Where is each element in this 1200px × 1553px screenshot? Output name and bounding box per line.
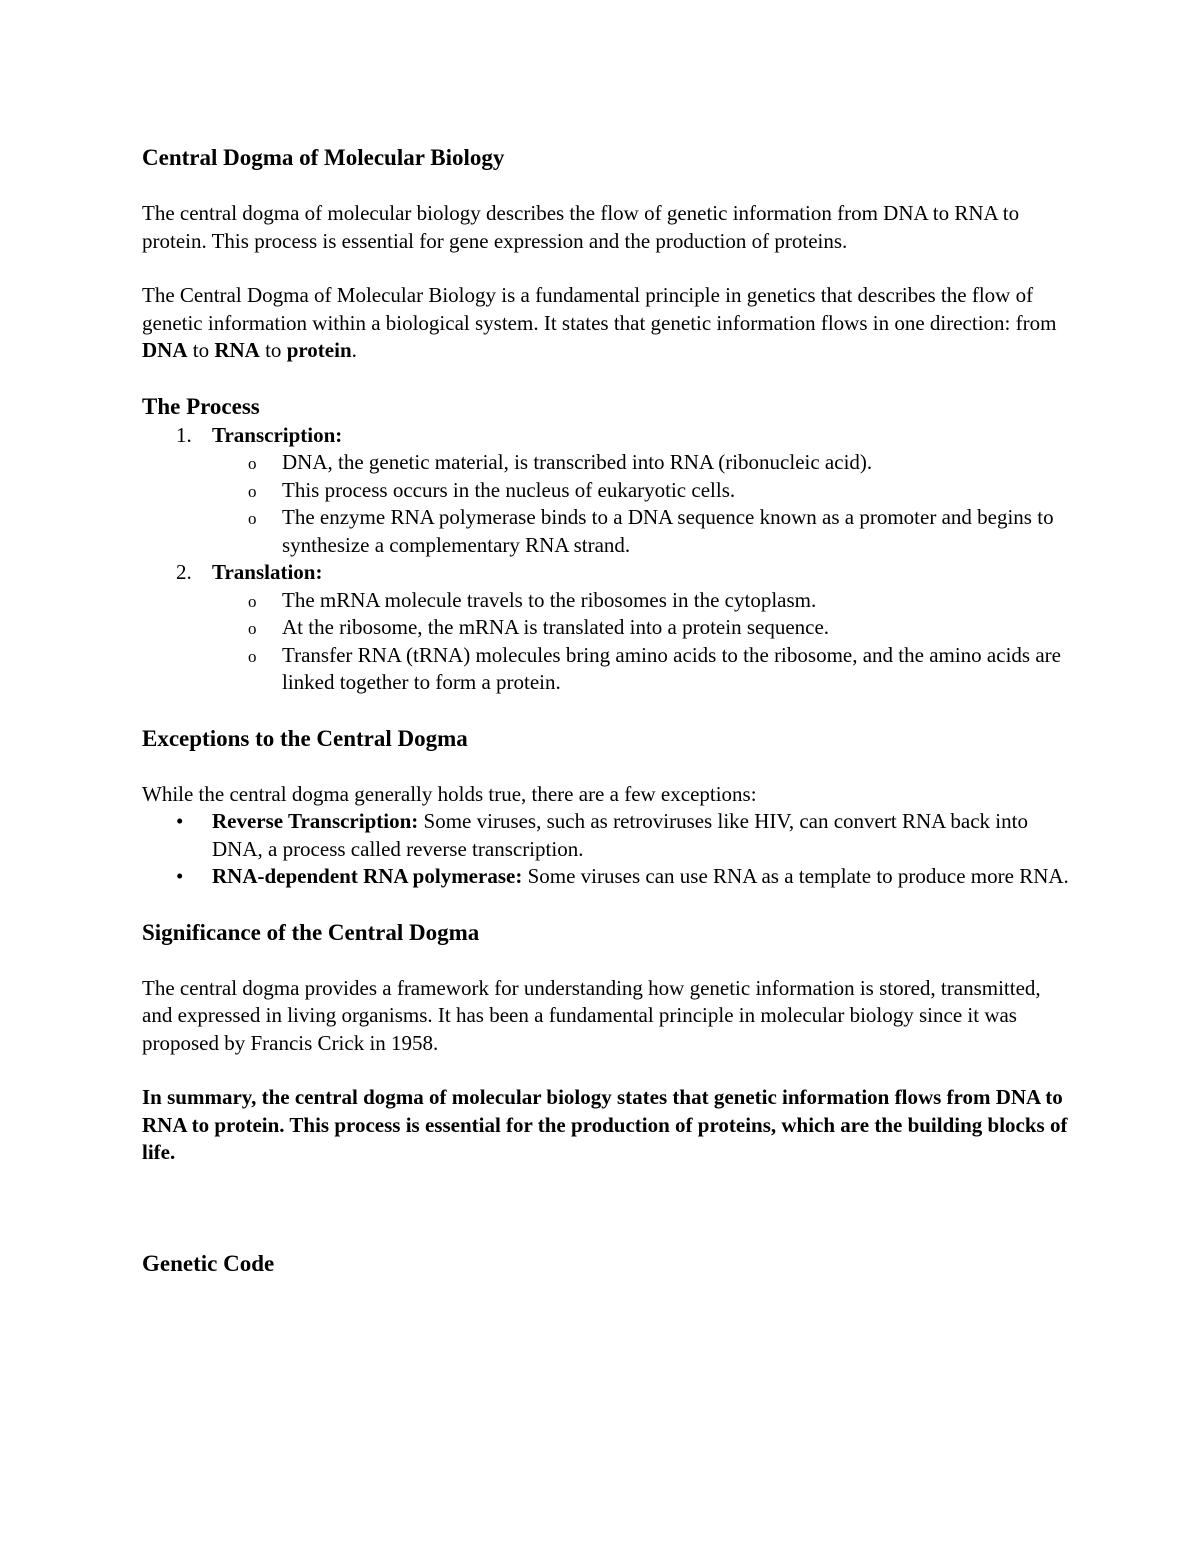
intro-paragraph-2	[142, 282, 1072, 365]
sub-list-item-text: DNA, the genetic material, is transcribed into RNA (ribonucleic acid).	[282, 450, 873, 474]
exception-term: Reverse Transcription:	[212, 809, 419, 833]
step-title: Translation:	[212, 560, 323, 584]
sub-list-item	[212, 449, 1072, 477]
sub-list-item-text: This process occurs in the nucleus of eukaryotic cells.	[282, 477, 736, 502]
sub-list-item-text: The mRNA molecule travels to the ribosomes in the cytoplasm.	[282, 587, 817, 612]
circle-bullet-icon: o	[248, 619, 257, 638]
sub-list-item-text: At the ribosome, the mRNA is translated into a protein sequence.	[282, 615, 830, 639]
intro-rna-term: RNA	[214, 338, 260, 362]
intro-paragraph-2-text: The Central Dogma of Molecular Biology is a fundamental principle in genetics that describes the flow of genetic information within a biological system. It states that genetic information flows in one direction: from	[142, 283, 1057, 335]
significance-paragraph: The central dogma provides a framework for understanding how genetic information is stored, transmitted, and expressed in living organisms. It has been a fundamental principle in molecular biology since it was proposed by Francis Crick in 1958.	[142, 975, 1041, 1055]
bullet-icon: •	[176, 864, 184, 888]
sub-list-item-text: Transfer RNA (tRNA) molecules bring amino acids to the ribosome, and the amino acids are linked together to form a protein.	[282, 642, 1061, 694]
process-step-transcription	[142, 422, 1072, 560]
genetic-code-heading: Genetic Code	[142, 1250, 275, 1276]
sub-list-item	[212, 614, 1072, 642]
circle-bullet-icon: o	[248, 509, 257, 528]
process-heading: The Process	[142, 393, 260, 419]
exception-term: RNA-dependent RNA polymerase:	[212, 864, 523, 888]
exception-item-rna-dependent-polymerase	[142, 863, 1072, 891]
circle-bullet-icon: o	[248, 591, 257, 611]
document-content	[142, 143, 1072, 1279]
exceptions-intro: While the central dogma generally holds true, there are a few exceptions:	[142, 781, 757, 806]
sub-list-item	[212, 587, 1072, 615]
circle-bullet-icon: o	[248, 481, 257, 501]
translation-sub-list	[212, 587, 1072, 697]
significance-heading: Significance of the Central Dogma	[142, 919, 480, 945]
document-title: Central Dogma of Molecular Biology	[142, 145, 505, 170]
exception-text: Some viruses, such as retroviruses like HIV, can convert RNA back into DNA, a process called reverse transcription.	[212, 809, 1028, 861]
sub-list-item	[212, 642, 1072, 697]
process-step-translation	[142, 559, 1072, 697]
intro-connector-1: to	[187, 338, 215, 362]
transcription-sub-list	[212, 449, 1072, 559]
bullet-icon: •	[176, 809, 184, 833]
intro-protein-term: protein	[286, 338, 352, 362]
exception-item-reverse-transcription	[142, 808, 1072, 863]
sub-list-item-text: The enzyme RNA polymerase binds to a DNA sequence known as a promoter and begins to synthesize a complementary RNA strand.	[282, 505, 1054, 557]
circle-bullet-icon: o	[248, 454, 257, 473]
step-number: 2.	[176, 560, 192, 584]
step-title: Transcription:	[212, 422, 343, 447]
intro-dna-term: DNA	[142, 338, 188, 362]
exception-text: Some viruses can use RNA as a template to produce more RNA.	[522, 864, 1069, 888]
intro-paragraph-1: The central dogma of molecular biology describes the flow of genetic information from DNA to RNA to protein. This process is essential for gene expression and the production of proteins.	[142, 201, 1020, 253]
intro-period: .	[351, 338, 357, 362]
sub-list-item	[212, 504, 1072, 559]
intro-connector-2: to	[259, 338, 287, 362]
summary-paragraph: In summary, the central dogma of molecular biology states that genetic information flows from DNA to RNA to protein. This process is essential for the production of proteins, which are the building blocks of life.	[142, 1085, 1068, 1164]
process-steps-list	[142, 422, 1072, 697]
exceptions-list	[142, 808, 1072, 891]
exceptions-heading: Exceptions to the Central Dogma	[142, 725, 468, 751]
sub-list-item	[212, 477, 1072, 505]
step-number: 1.	[176, 422, 192, 447]
circle-bullet-icon: o	[248, 646, 257, 666]
